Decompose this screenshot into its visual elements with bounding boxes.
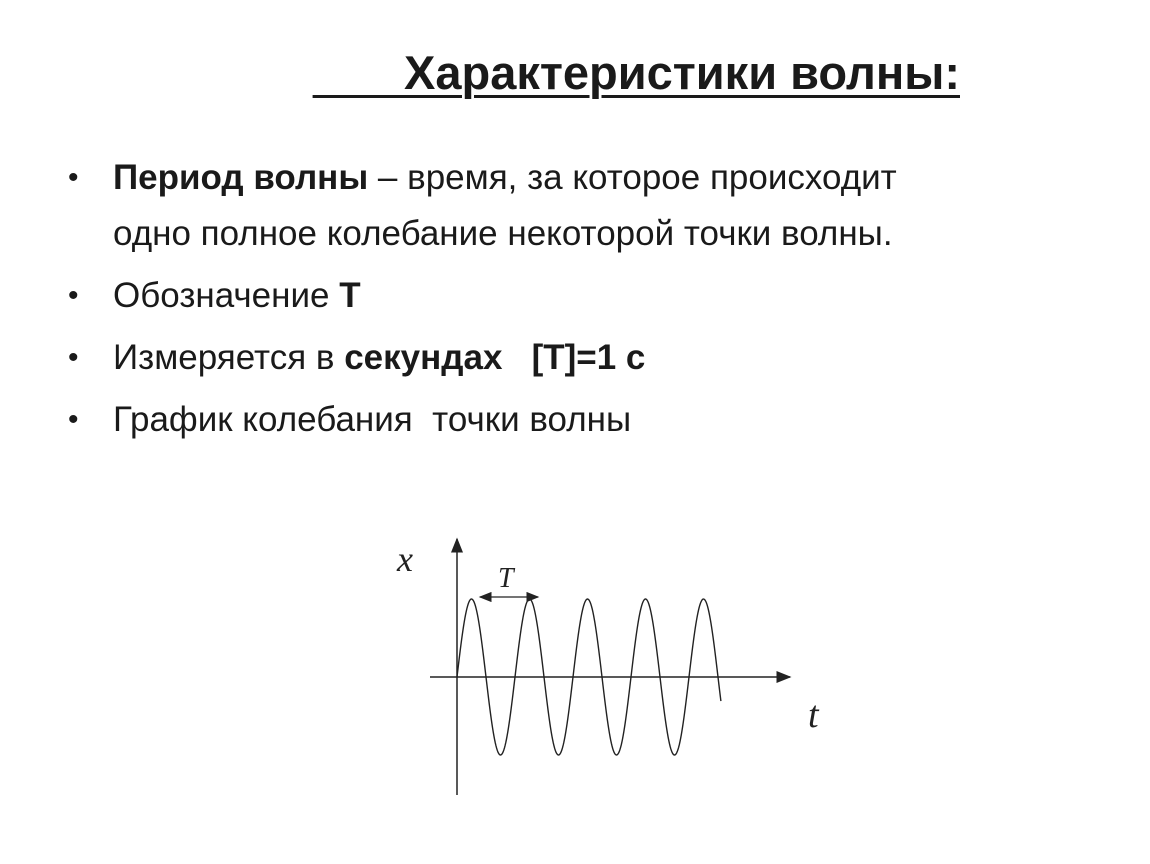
term-period: Период волны	[113, 158, 369, 197]
bullet-icon: •	[68, 341, 79, 374]
bullet-list	[68, 150, 1108, 454]
bullet-period-definition	[68, 150, 1108, 262]
bullet-icon: •	[68, 403, 79, 436]
bullet-graph-caption	[68, 392, 1108, 448]
slide-title: Характеристики волны:	[312, 46, 960, 99]
graph-caption: График колебания точки волны	[113, 400, 632, 439]
period-label: T	[498, 563, 514, 594]
units-value: секундах [T]=1 с	[344, 338, 646, 377]
notation-text: Обозначение	[113, 276, 340, 315]
bullet-units	[68, 330, 1108, 386]
definition-line2: одно полное колебание некоторой точки волны.	[113, 214, 893, 253]
oscillation-graph	[380, 525, 840, 805]
bullet-notation	[68, 268, 1108, 324]
y-axis-label: x	[397, 539, 413, 579]
units-text: Измеряется в	[113, 338, 345, 377]
definition-line1: – время, за которое происходит	[368, 158, 897, 197]
x-axis-label: t	[808, 694, 819, 736]
bullet-icon: •	[68, 161, 79, 194]
bullet-icon: •	[68, 279, 79, 312]
notation-symbol: T	[339, 276, 361, 315]
